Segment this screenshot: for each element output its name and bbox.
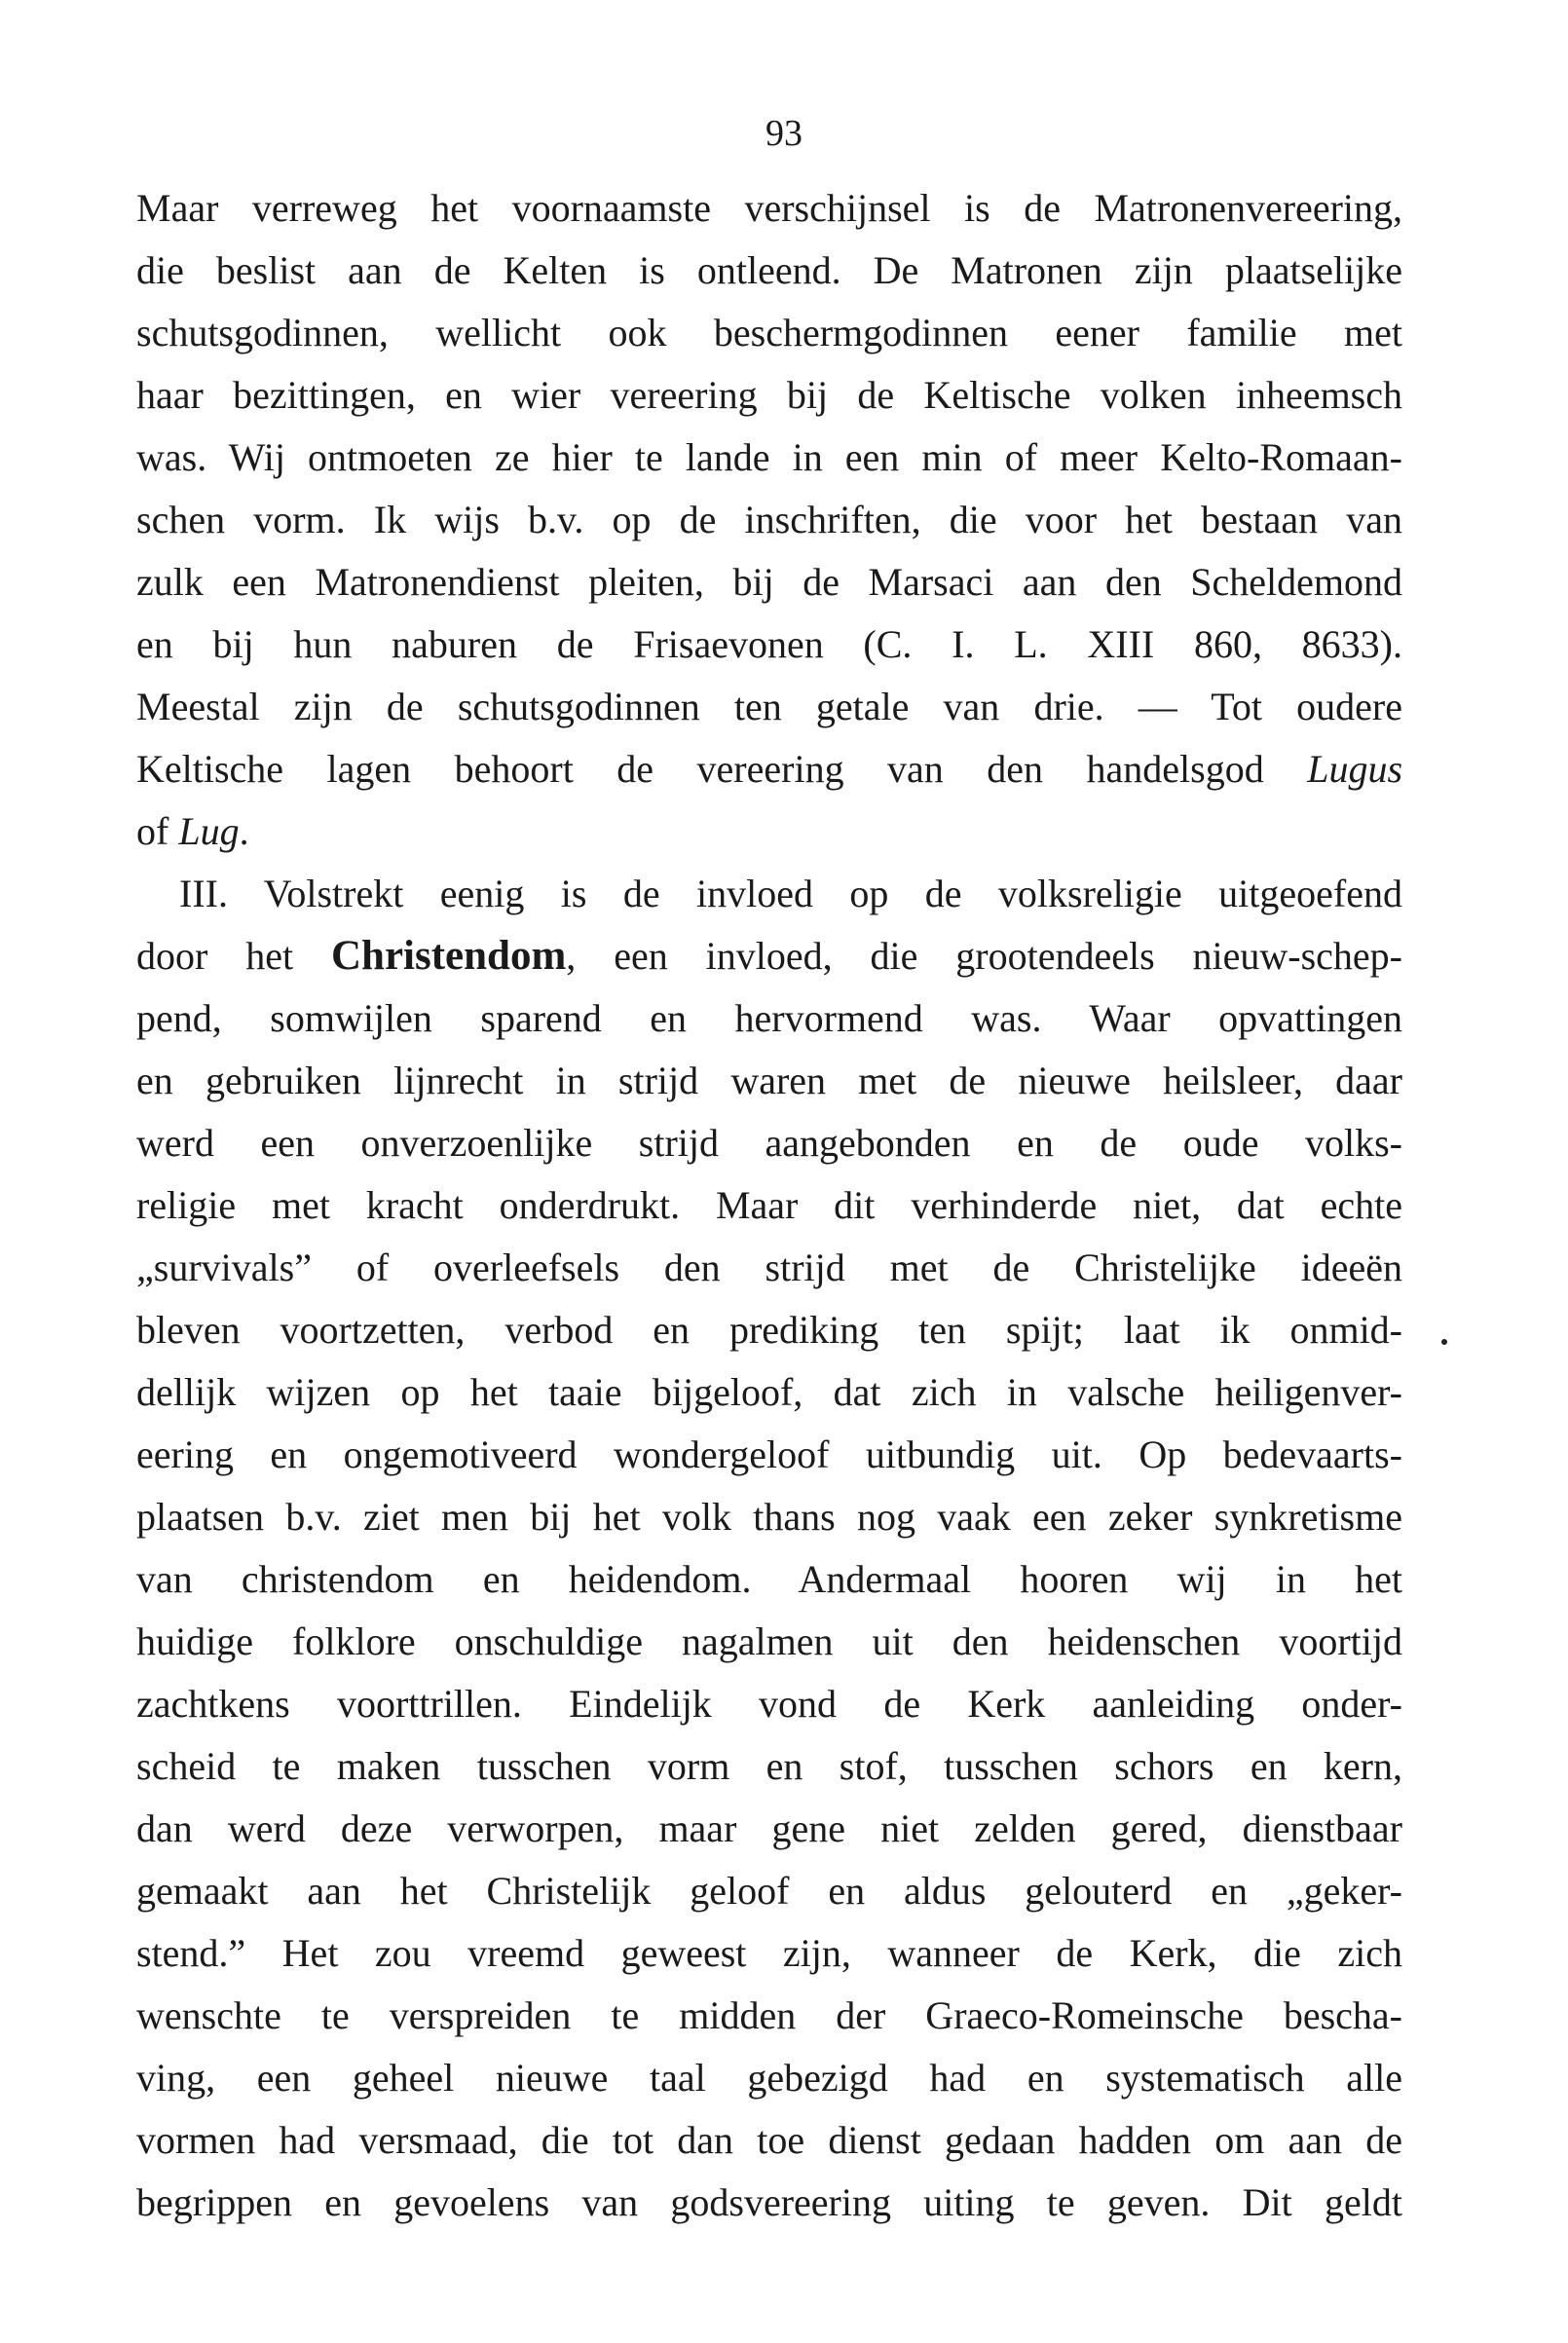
text-segment: , een invloed, die grootendeels nieuw-schep-	[566, 934, 1402, 978]
text-line: huidige folklore onschuldige nagalmen uit den heidenschen voortijd	[136, 1619, 1402, 1663]
text-line: „survivals” of overleefsels den strijd met de Christelijke ideeën	[136, 1246, 1402, 1289]
text-segment: of	[136, 809, 169, 853]
text-line: haar bezittingen, en wier vereering bij de Keltische volken inheemsch	[136, 373, 1402, 417]
text-segment: Keltische lagen behoort de vereering van den handelsgod	[136, 747, 1264, 791]
text-line: begrippen en gevoelens van godsvereering uiting te geven. Dit geldt	[136, 2180, 1402, 2224]
text-line: die beslist aan de Kelten is ontleend. De Matronen zijn plaatselijke	[136, 248, 1402, 292]
paragraph-first-line: III. Volstrekt eenig is de invloed op de volksreligie uitgeoefend	[179, 872, 1402, 915]
text-line: bleven voortzetten, verbod en prediking ten spijt; laat ik onmid-	[136, 1308, 1402, 1352]
text-line	[136, 925, 1402, 987]
text-line: vormen had versmaad, die tot dan toe dienst gedaan hadden om aan de	[136, 2118, 1402, 2162]
text-segment: door het	[136, 934, 294, 978]
text-line	[136, 800, 1402, 863]
italic-term-lugus: Lugus	[1307, 747, 1402, 791]
text-line: dellijk wijzen op het taaie bijgeloof, dat zich in valsche heiligenver-	[136, 1370, 1402, 1414]
text-line: dan werd deze verworpen, maar gene niet zelden gered, dienstbaar	[136, 1806, 1402, 1850]
page-number: 93	[765, 113, 803, 154]
text-line: gemaakt aan het Christelijk geloof en aldus gelouterd en „geker-	[136, 1869, 1402, 1913]
text-line: en gebruiken lijnrecht in strijd waren met de nieuwe heilsleer, daar	[136, 1059, 1402, 1102]
text-line	[136, 738, 1402, 800]
text-line: Meestal zijn de schutsgodinnen ten getale van drie. — Tot oudere	[136, 685, 1402, 728]
text-line: en bij hun naburen de Frisaevonen (C. I. L. XIII 860, 8633).	[136, 622, 1402, 666]
text-line: stend.” Het zou vreemd geweest zijn, wanneer de Kerk, die zich	[136, 1931, 1402, 1975]
text-line: ving, een geheel nieuwe taal gebezigd had en systematisch alle	[136, 2056, 1402, 2100]
text-line: pend, somwijlen sparend en hervormend was. Waar opvattingen	[136, 996, 1402, 1040]
text-line: eering en ongemotiveerd wondergeloof uitbundig uit. Op bedevaarts-	[136, 1432, 1402, 1476]
text-line: zachtkens voorttrillen. Eindelijk vond de Kerk aanleiding onder-	[136, 1682, 1402, 1726]
text-line: religie met kracht onderdrukt. Maar dit verhinderde niet, dat echte	[136, 1183, 1402, 1227]
text-line: zulk een Matronendienst pleiten, bij de Marsaci aan den Scheldemond	[136, 560, 1402, 604]
text-line: scheid te maken tusschen vorm en stof, tusschen schors en kern,	[136, 1744, 1402, 1788]
text-line: werd een onverzoenlijke strijd aangebonden en de oude volks-	[136, 1121, 1402, 1165]
text-line: Maar verreweg het voornaamste verschijnsel is de Matronenvereering,	[136, 186, 1402, 230]
text-line: plaatsen b.v. ziet men bij het volk thans nog vaak een zeker synkretisme	[136, 1495, 1402, 1539]
text-line: was. Wij ontmoeten ze hier te lande in een min of meer Kelto-Romaan-	[136, 435, 1402, 479]
text-line: wenschte te verspreiden te midden der Graeco-Romeinsche bescha-	[136, 1993, 1402, 2037]
scan-speck	[1441, 1339, 1447, 1345]
italic-term-lug: Lug	[178, 809, 240, 853]
text-line: schutsgodinnen, wellicht ook beschermgodinnen eener familie met	[136, 311, 1402, 354]
text-segment: .	[239, 809, 249, 853]
text-line: van christendom en heidendom. Andermaal hooren wij in het	[136, 1557, 1402, 1601]
bold-term-christendom: Christendom	[331, 933, 567, 979]
text-line: schen vorm. Ik wijs b.v. op de inschriften, die voor het bestaan van	[136, 498, 1402, 541]
